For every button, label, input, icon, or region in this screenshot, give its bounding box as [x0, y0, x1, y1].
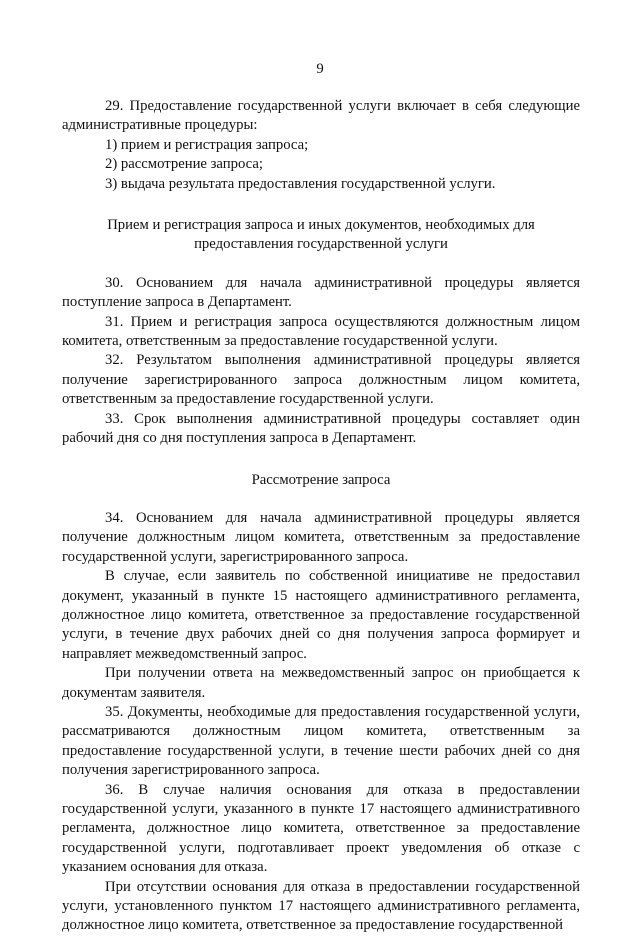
paragraph-32: 32. Результатом выполнения административной процедуры является получение зарегистрированного запроса должностным лицом комитета, ответственным за предоставление государственной услуги. [62, 352, 580, 408]
paragraph-36: 36. В случае наличия основания для отказа в предоставлении государственной услуги, указанного в пункте 17 настоящего административного регламента, должностное лицо комитета, ответственное за предоставление государственной услуги, подготавливает проект уведомления об отказе с указанием основания для отказа. [62, 781, 580, 876]
paragraph-29: 29. Предоставление государственной услуги включает в себя следующие административные процедуры: [62, 98, 580, 134]
paragraph-34-interagency: В случае, если заявитель по собственной инициативе не предоставил документ, указанный в пункте 15 настоящего административного регламента, должностное лицо комитета, ответственное за предоставление государственной услуги, в течение двух рабочих дней со дня получения запроса формирует и направляет межведомственный запрос. [62, 568, 580, 662]
paragraph-30: 30. Основанием для начала административной процедуры является поступление запроса в Департамент. [62, 274, 580, 311]
section-heading-registration: Прием и регистрация запроса и иных документов, необходимых для предоставления государственной услуги [107, 217, 535, 253]
page-number: 9 [316, 61, 324, 77]
paragraph-34: 34. Основанием для начала административной процедуры является получение должностным лицом комитета, ответственным за предоставление государственной услуги, зарегистрированного запроса. [62, 509, 580, 565]
document-body [62, 97, 580, 936]
section-heading-review: Рассмотрение запроса [251, 471, 391, 488]
list-item: 2) рассмотрение запроса; [105, 156, 263, 173]
paragraph-34-response: При получении ответа на межведомственный запрос он приобщается к документам заявителя. [62, 665, 580, 701]
paragraph-36-no-refusal: При отсутствии основания для отказа в предоставлении государственной услуги, установленного пунктом 17 настоящего административного регламента, должностное лицо комитета, ответственное за предоставление государственной [62, 878, 580, 934]
paragraph-35: 35. Документы, необходимые для предоставления государственной услуги, рассматриваются должностным лицом комитета, ответственным за предоставление государственной услуги, в течение шести рабочих дней со дня получения зарегистрированного запроса. [62, 703, 580, 779]
paragraph-33: 33. Срок выполнения административной процедуры составляет один рабочий дня со дня поступления запроса в Департамент. [62, 410, 580, 447]
list-item: 1) прием и регистрация запроса; [105, 136, 309, 153]
list-item: 3) выдача результата предоставления государственной услуги. [105, 175, 496, 192]
paragraph-31: 31. Прием и регистрация запроса осуществляются должностным лицом комитета, ответственным за предоставление государственной услуги. [62, 313, 580, 350]
